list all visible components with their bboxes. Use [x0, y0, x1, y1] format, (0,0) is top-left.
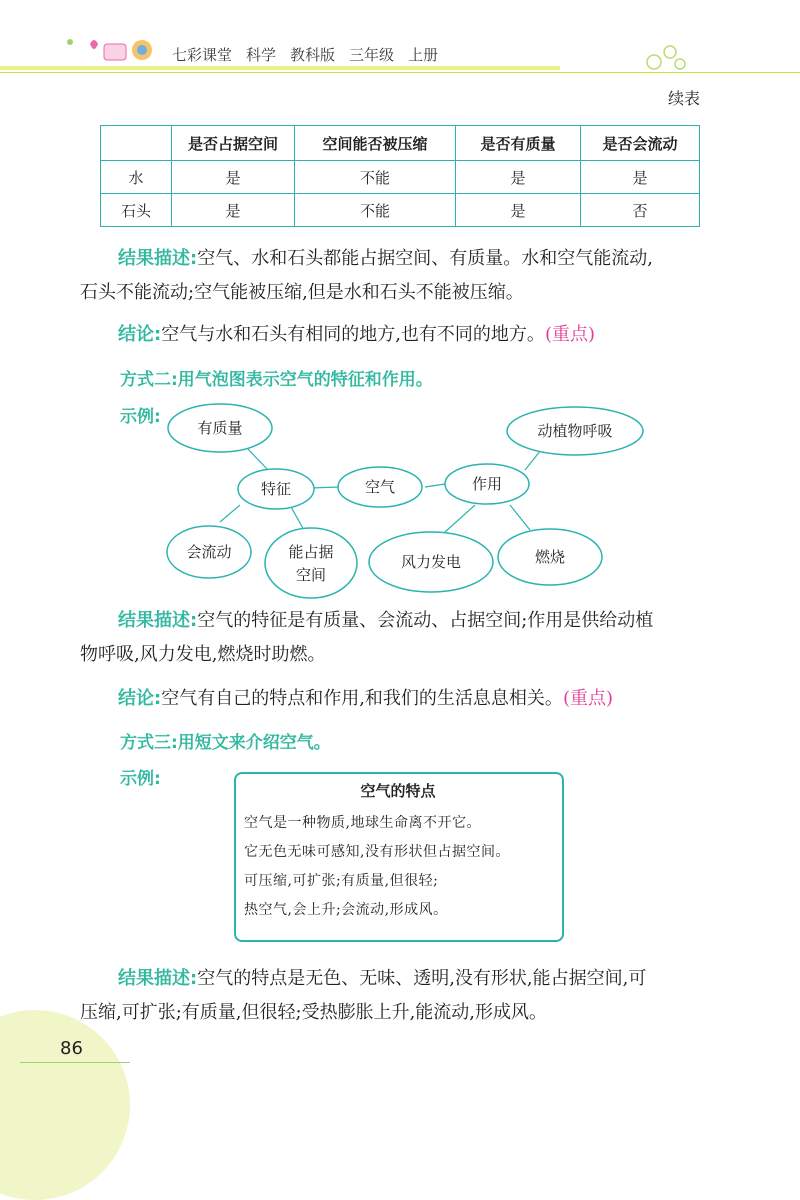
decorative-bubbles-icon	[640, 40, 720, 76]
conclusion-text: 空气有自己的特点和作用,和我们的生活息息相关。	[161, 688, 563, 709]
header-grade: 三年级	[349, 46, 395, 64]
method-two-heading: 方式二:用气泡图表示空气的特征和作用。	[120, 370, 433, 390]
method-three-heading: 方式三:用短文来介绍空气。	[120, 733, 331, 753]
connector-line	[247, 448, 268, 470]
page-number: 86	[60, 1038, 83, 1059]
result-text-line: 空气、水和石头都能占据空间、有质量。水和空气能流动,	[197, 248, 653, 269]
table-cell: 石头	[101, 194, 172, 227]
essay-line: 它无色无味可感知,没有形状但占据空间。	[244, 844, 510, 860]
key-point-tag: (重点)	[544, 324, 595, 345]
table-header-row	[101, 126, 700, 161]
series-logo-icon	[60, 34, 160, 68]
header-title	[172, 44, 452, 65]
conclusion-label: 结论:	[118, 688, 162, 709]
table-cell: 不能	[295, 194, 456, 227]
result-description-2	[80, 604, 730, 672]
essay-line: 空气是一种物质,地球生命离不开它。	[244, 815, 481, 831]
table-cell: 是	[456, 194, 581, 227]
bubble-label: 作用	[471, 475, 503, 493]
key-point-tag: (重点)	[562, 688, 613, 709]
essay-title: 空气的特点	[360, 782, 436, 800]
table-row	[101, 161, 700, 194]
table-row	[101, 194, 700, 227]
table-cell: 是	[172, 194, 295, 227]
connector-line	[220, 505, 240, 522]
bubble-label: 会流动	[186, 543, 232, 561]
bubble-label: 特征	[260, 480, 292, 498]
page-number-rule	[20, 1062, 130, 1063]
comparison-table	[100, 125, 700, 227]
bubble-label: 空气	[364, 478, 396, 496]
bubble-label: 燃烧	[534, 548, 566, 566]
bubble-diagram	[150, 400, 660, 600]
table-cell: 是	[456, 161, 581, 194]
connector-line	[425, 484, 445, 487]
result-text-line: 压缩,可扩张;有质量,但很轻;受热膨胀上升,能流动,形成风。	[80, 1002, 548, 1023]
result-description-1	[80, 242, 730, 310]
conclusion-label: 结论:	[118, 324, 162, 345]
result-description-3	[80, 962, 730, 1030]
conclusion-2	[80, 682, 730, 716]
table-header-cell: 是否会流动	[581, 126, 700, 161]
table-cell: 是	[581, 161, 700, 194]
bubble-label: 有质量	[197, 419, 243, 437]
continued-label: 续表	[668, 89, 701, 108]
bubble-label: 空间	[295, 566, 327, 584]
result-text-line: 空气的特点是无色、无味、透明,没有形状,能占据空间,可	[197, 968, 647, 989]
result-label: 结果描述:	[118, 610, 198, 631]
table-cell: 是	[172, 161, 295, 194]
header-subject: 科学	[246, 46, 277, 64]
bubble-label: 动植物呼吸	[537, 422, 613, 440]
result-label: 结果描述:	[118, 248, 198, 269]
table-header-cell: 是否有质量	[456, 126, 581, 161]
example-label: 示例:	[120, 769, 161, 789]
example-label: 示例:	[120, 407, 161, 427]
conclusion-1	[80, 318, 730, 352]
table-cell: 水	[101, 161, 172, 194]
bubble-label: 能占据	[288, 543, 334, 561]
connector-line	[510, 505, 530, 530]
bubble-label: 风力发电	[400, 553, 462, 571]
table-cell: 不能	[295, 161, 456, 194]
result-label: 结果描述:	[118, 968, 198, 989]
table-header-cell: 空间能否被压缩	[295, 126, 456, 161]
result-text-line: 物呼吸,风力发电,燃烧时助燃。	[80, 644, 326, 665]
bubble-space	[265, 528, 357, 598]
table-header-cell: 是否占据空间	[172, 126, 295, 161]
essay-line: 可压缩,可扩张;有质量,但很轻;	[244, 873, 439, 889]
header-series: 七彩课堂	[172, 46, 233, 64]
table-cell: 否	[581, 194, 700, 227]
header-edition: 教科版	[290, 46, 336, 64]
essay-line: 热空气,会上升;会流动,形成风。	[244, 902, 448, 918]
essay-box	[234, 772, 564, 942]
result-text-line: 石头不能流动;空气能被压缩,但是水和石头不能被压缩。	[80, 282, 524, 303]
table-header-cell	[101, 126, 172, 161]
connector-line	[445, 505, 475, 532]
header-volume: 上册	[408, 46, 439, 64]
result-text-line: 空气的特征是有质量、会流动、占据空间;作用是供给动植	[197, 610, 654, 631]
conclusion-text: 空气与水和石头有相同的地方,也有不同的地方。	[161, 324, 545, 345]
